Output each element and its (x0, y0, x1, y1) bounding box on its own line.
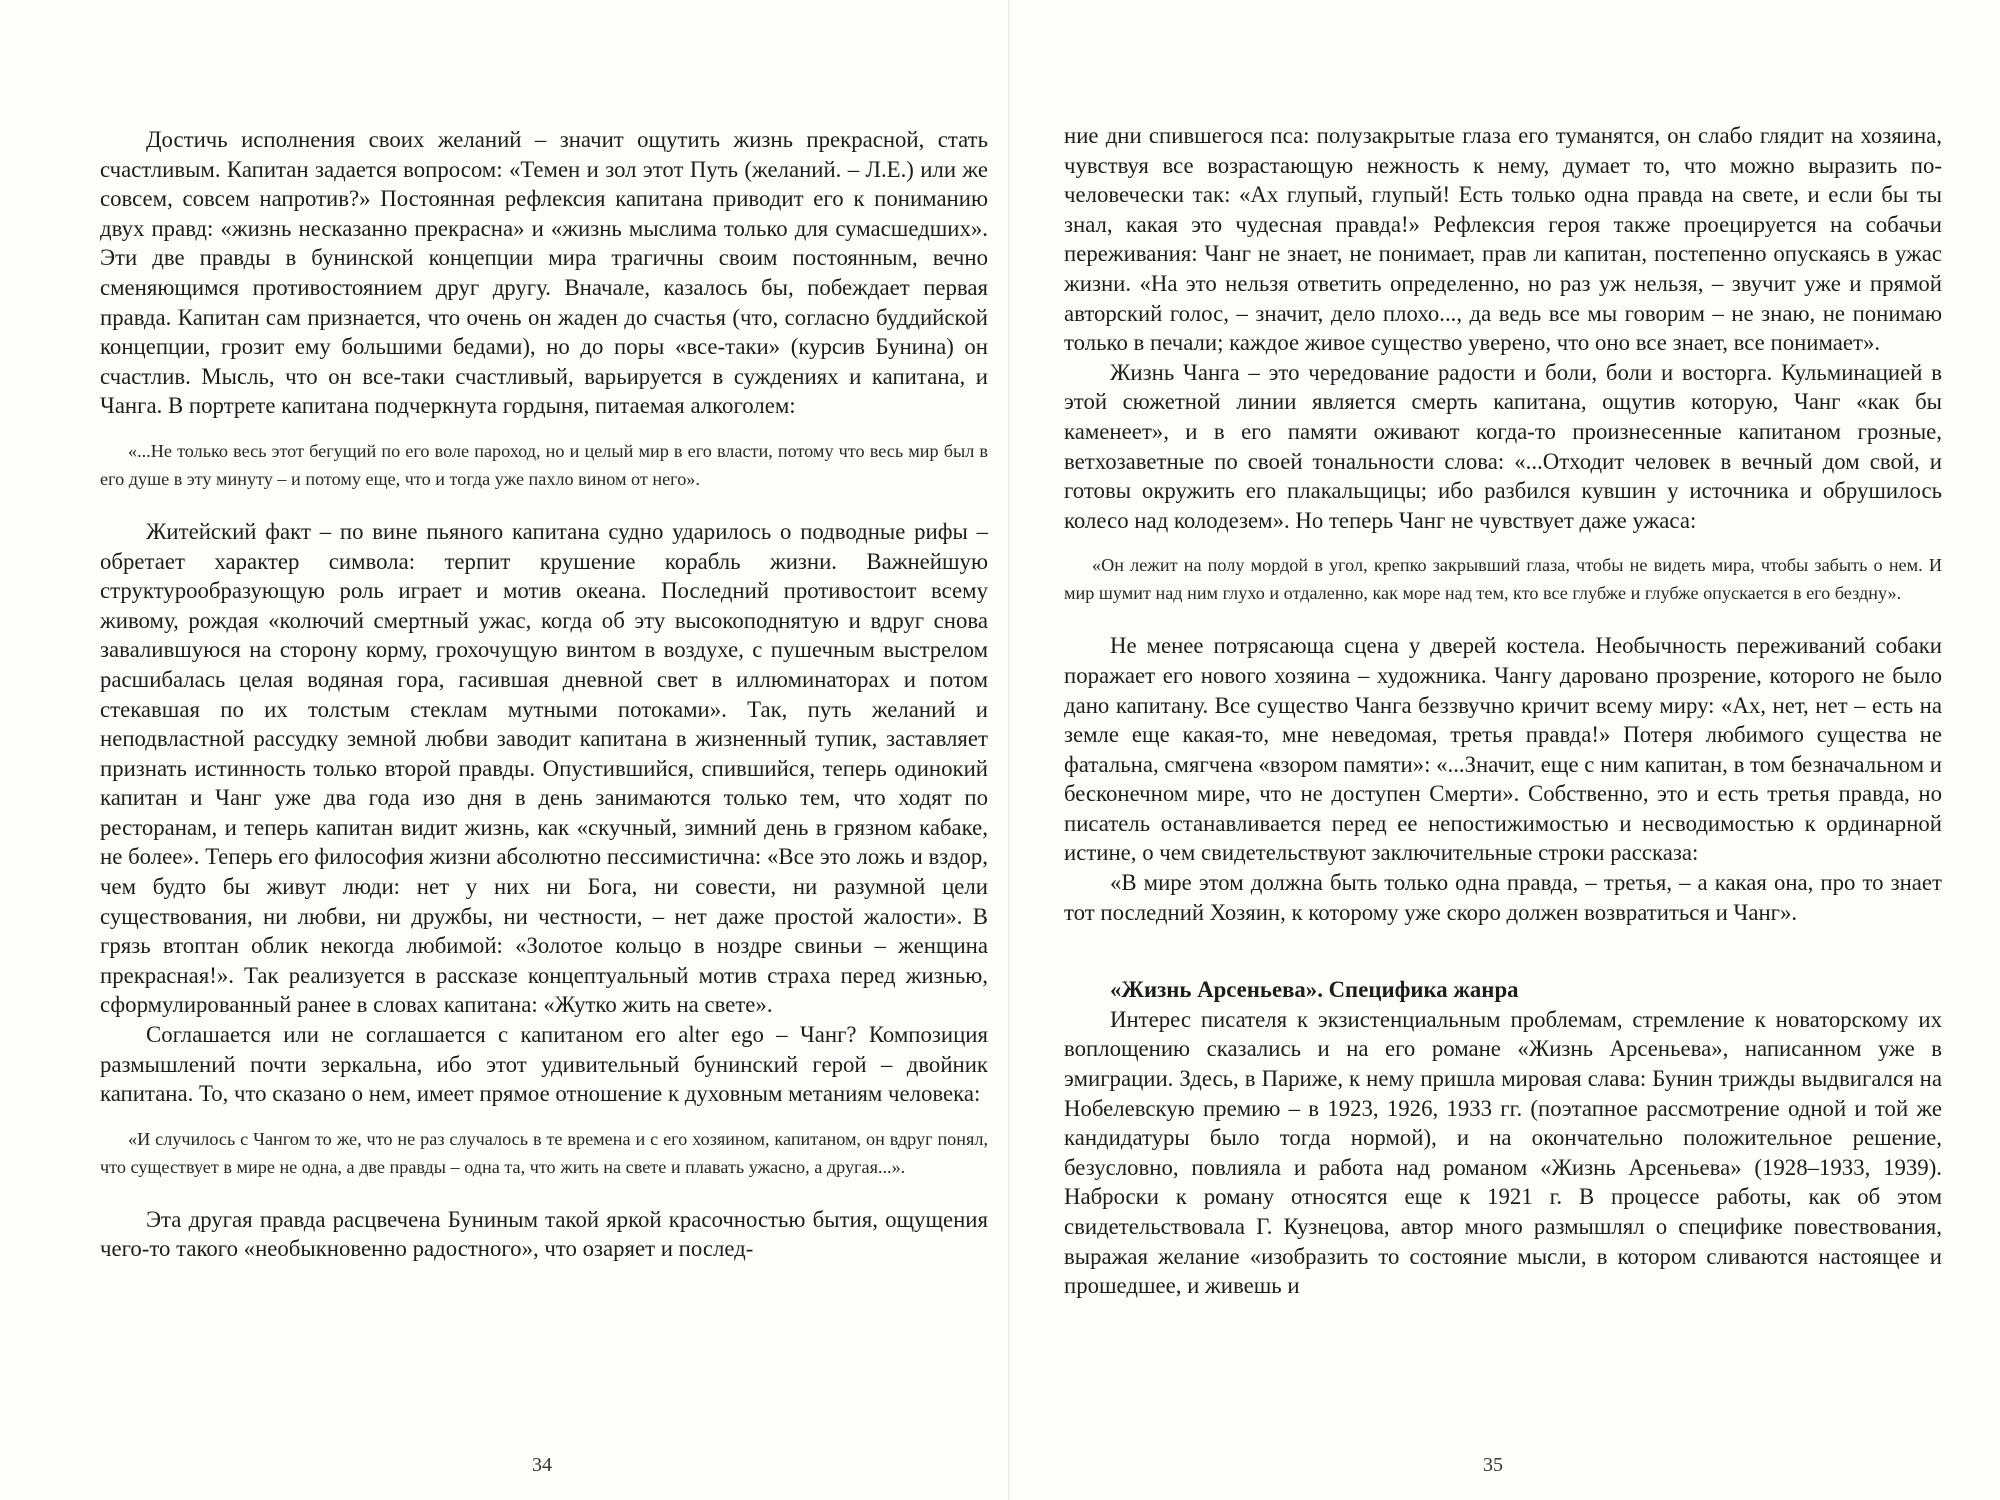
right-page (1010, 0, 2000, 1500)
paragraph: ние дни спившегося пса: полузакрытые глаза его туманятся, он слабо глядит на хозяина, чувствуя все возрастающую нежность к нему, думает то, что можно выразить по-человечески так: «Ах глупый, глупый! Есть только одна правда на свете, и если бы ты знал, какая это чудесная правда!» Рефлексия героя также проецируется на собачьи переживания: Чанг не знает, не понимает, прав ли капитан, постепенно опускаясь в ужас жизни. «На это нельзя ответить определенно, но раз уж нельзя, – звучит уже и прямой авторский голос, – значит, дело плохо..., да ведь все мы говорим – не знаю, не понимаю только в печали; каждое живое существо уверено, что оно все знает, все понимает». (1064, 123, 1942, 356)
paragraph: Достичь исполнения своих желаний – значит ощутить жизнь прекрасной, стать счастливым. Капитан задается вопросом: «Темен и зол этот Путь (желаний. – Л.Е.) или же совсем, совсем напротив?» Постоянная рефлексия капитана приводит его к пониманию двух правд: «жизнь несказанно прекрасна» и «жизнь мыслима только для сумасшедших». Эти две правды в бунинской концепции мира трагичны своим постоянным, вечно сменяющимся противостоянием друг другу. Вначале, казалось бы, побеждает первая правда. Капитан сам признается, что очень он жаден до счастья (что, согласно буддийской концепции, грозит ему большими бедами), но до поры «все-таки» (курсив Бунина) он счастлив. Мысль, что он все-таки счастливый, варьируется в суждениях и капитана, и Чанга. В портрете капитана подчеркнута гордыня, питаемая алкоголем: (100, 127, 988, 419)
paragraph: «В мире этом должна быть только одна правда, – третья, – а какая она, про то знает тот последний Хозяин, к которому уже скоро должен возвратиться и Чанг». (1064, 870, 1942, 925)
paragraph: Жизнь Чанга – это чередование радости и боли, боли и восторга. Кульминацией в этой сюжетной линии является смерть капитана, ощутив которую, Чанг «как бы каменеет», и в его памяти оживают когда-то произнесенные капитаном грозные, ветхозаветные по своей тональности слова: «...Отходит человек в вечный дом свой, и готовы окружить его плакальщицы; ибо разбился кувшин у источника и обрушилось колесо над колодезем». Но теперь Чанг не чувствует даже ужаса: (1064, 359, 1942, 533)
section-heading: «Жизнь Арсеньева». Специфика жанра (1110, 977, 1519, 1003)
block-quote: «Он лежит на полу мордой в угол, крепко закрывший глаза, чтобы не видеть мира, чтобы забыть о нем. И мир шумит над ним глухо и отдаленно, как море над тем, кто все глубже и глубже опускается в его бездну». (1064, 555, 1942, 604)
block-quote: «...Не только весь этот бегущий по его воле пароход, но и целый мир в его власти, потому что весь мир был в его душе в эту минуту – и потому еще, что и тогда уже пахло вином от него». (100, 440, 988, 489)
page-number: 35 (1483, 1454, 1503, 1476)
paragraph: Эта другая правда расцвечена Буниным такой яркой красочностью бытия, ощущения чего-то такого «необыкновенно радостного», что озаряет и послед- (100, 1206, 988, 1262)
paragraph: Не менее потрясающа сцена у дверей костела. Необычность переживаний собаки поражает его нового хозяина – художника. Чангу даровано прозрение, которого не было дано капитану. Все существо Чанга беззвучно кричит всему миру: «Ах, нет, нет – есть на земле еще какая-то, мне неведомая, третья правда!» Потеря любимого существа не фатальна, смягчена «взором памяти»: «...Значит, еще с ним капитан, в том безначальном и бесконечном мире, что не доступен Смерти». Собственно, это и есть третья правда, но писатель останавливается перед ее непостижимостью и несводимостью к ординарной истине, о чем свидетельствуют заключительные строки рассказа: (1064, 633, 1942, 866)
page-number: 34 (532, 1454, 552, 1476)
right-page-text (1064, 121, 1942, 1301)
paragraph: Житейский факт – по вине пьяного капитана судно ударилось о подводные рифы – обретает характер символа: терпит крушение корабль жизни. Важнейшую структурообразующую роль играет и мотив океана. Последний противостоит всему живому, рождая «колючий смертный ужас, когда об эту высокоподнятую и вдруг снова завалившуюся на сторону корму, грохочущую винтом в воздухе, с пушечным выстрелом расшибалась целая водяная гора, гасившая дневной свет в иллюминаторах и потом стекавшая по их толстым стеклам мутными потоками». Так, путь желаний и неподвластной рассудку земной любви заводит капитана в жизненный тупик, заставляет признать истинность только второй правды. Опустившийся, спившийся, теперь одинокий капитан и Чанг уже два года изо дня в день занимаются только тем, что ходят по ресторанам, и теперь капитан видит жизнь, как «скучный, зимний день в грязном кабаке, не более». Теперь его философия жизни абсолютно пессимистична: «Все это ложь и вздор, чем будто бы живут люди: нет у них ни Бога, ни совести, ни разумной цели существования, ни любви, ни дружбы, ни честности, – нет даже простой жалости». В грязь втоптан облик некогда любимой: «Золотое кольцо в ноздре свиньи – женщина прекрасная!». Так реализуется в рассказе концептуальный мотив страха перед жизнью, сформулированный ранее в словах капитана: «Жутко жить на свете». (100, 518, 988, 1018)
block-quote: «И случилось с Чангом то же, что не раз случалось в те времена и с его хозяином, капитаном, он вдруг понял, что существует в мире не одна, а две правды – одна та, что жить на свете и плавать ужасно, а другая...». (100, 1128, 988, 1177)
paragraph: Соглашается или не соглашается с капитаном его alter ego – Чанг? Композиция размышлений почти зеркальна, ибо этот удивительный бунинский герой – двойник капитана. То, что сказано о нем, имеет прямое отношение к духовным метаниям человека: (100, 1022, 988, 1107)
left-page-text (100, 125, 988, 1264)
paragraph: Интерес писателя к экзистенциальным проблемам, стремление к новаторскому их воплощению сказались и на его романе «Жизнь Арсеньева», написанном уже в эмиграции. Здесь, в Париже, к нему пришла мировая слава: Бунин трижды выдвигался на Нобелевскую премию – в 1923, 1926, 1933 гг. (поэтапное рассмотрение одной и той же кандидатуры было тогда нормой), и на окончательно положительное решение, безусловно, повлияла и работа над романом «Жизнь Арсеньева» (1928–1933, 1939). Наброски к роману относятся еще к 1921 г. В процессе работы, как об этом свидетельствовала Г. Кузнецова, автор много размышлял о специфике повествования, выражая желание «изобразить то состояние мысли, в котором сливаются настоящее и прошедшее, и живешь и (1064, 1006, 1942, 1299)
